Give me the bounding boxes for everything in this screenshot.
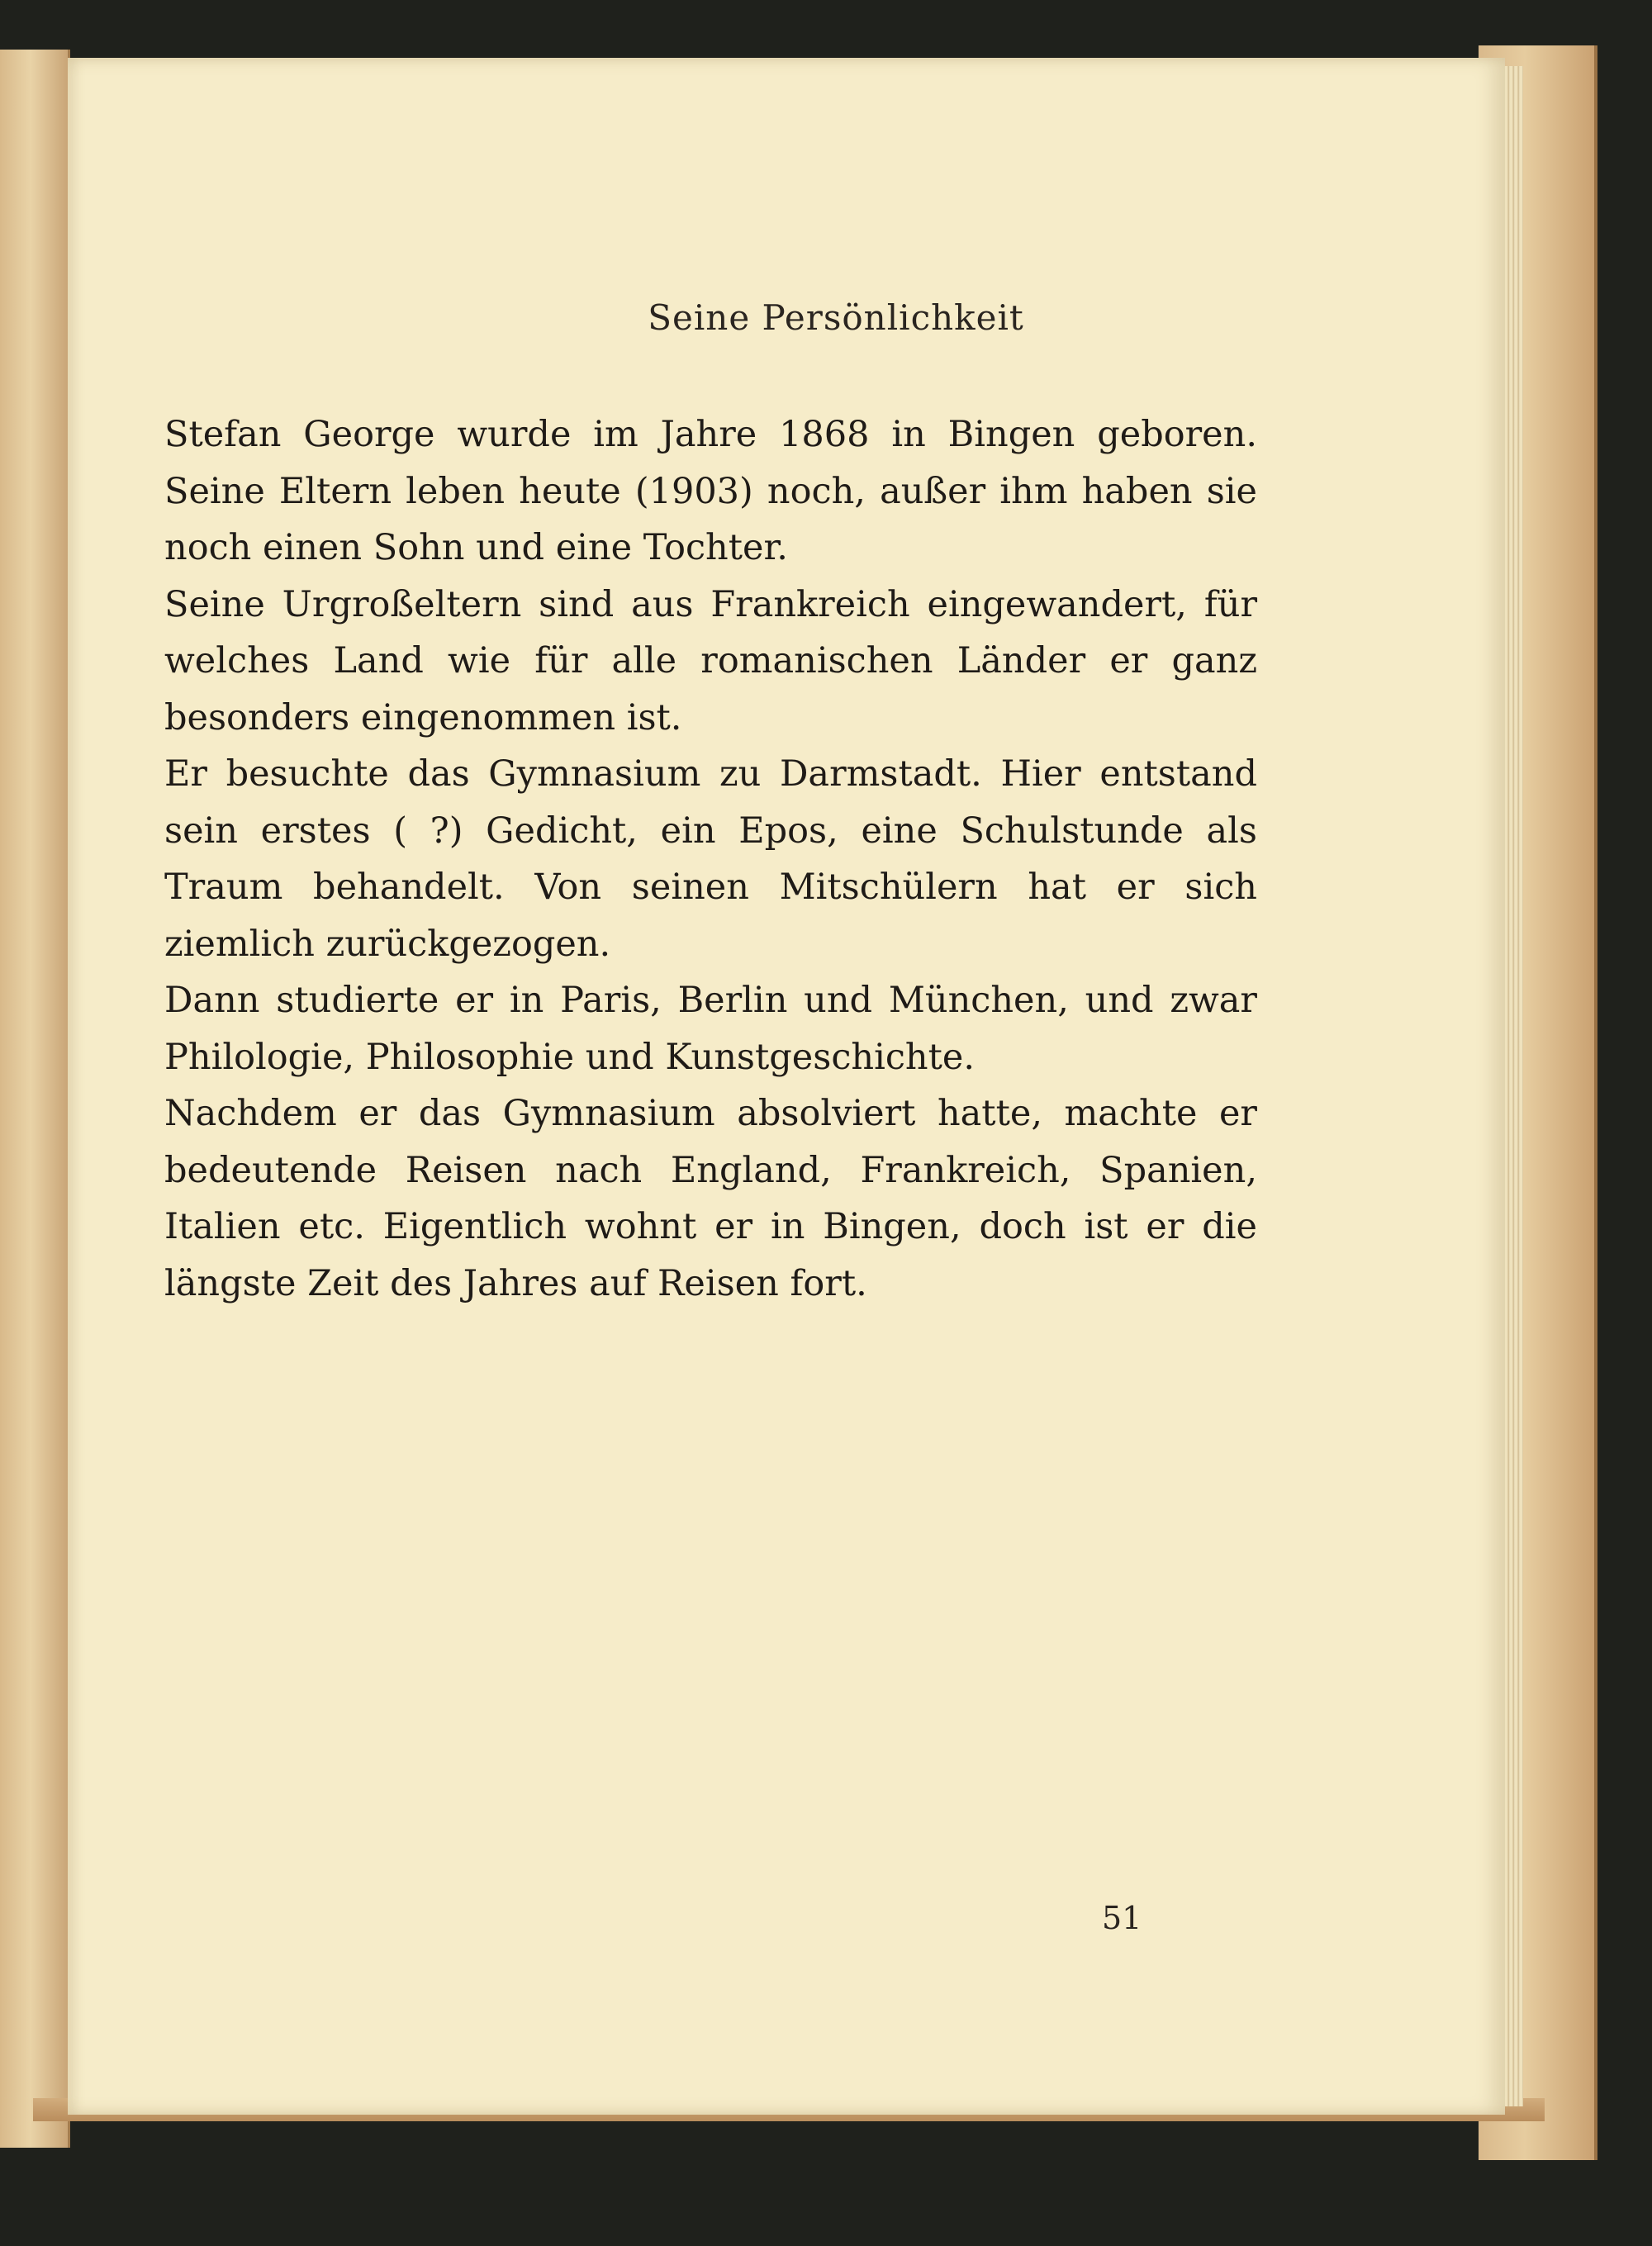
paragraph: Dann studierte er in Paris, Berlin und München, und zwar Philologie, Philosophie und Kunstgeschichte. [164,980,1257,1078]
page-stack-edge [1505,66,1523,2106]
paragraph: Stefan George wurde im Jahre 1868 in Bingen geboren. Seine Eltern leben heute (1903) noch, außer ihm haben sie noch einen Sohn und eine Tochter. [164,414,1257,568]
paragraph: Seine Urgroßeltern sind aus Frankreich eingewandert, für welches Land wie für alle romanischen Länder er ganz besonders eingenommen ist. [164,583,1257,738]
paragraph: Er besuchte das Gymnasium zu Darmstadt. Hier entstand sein erstes ( ?) Gedicht, ein Epos, eine Schulstunde als Traum behandelt. Von seinen Mitschülern hat er sich ziemlich zurückgezogen. [164,753,1257,965]
left-page-edge [0,50,70,2148]
page-title: Seine Persönlichkeit [648,297,1024,338]
page-number: 51 [1102,1900,1142,1936]
book-page [68,58,1505,2115]
paragraph: Nachdem er das Gymnasium absolviert hatte, machte er bedeutende Reisen nach England, Frankreich, Spanien, Italien etc. Eigentlich wohnt er in Bingen, doch ist er die längste Zeit des Jahres auf Reisen fort. [164,1093,1257,1304]
body-text [164,406,1257,1312]
